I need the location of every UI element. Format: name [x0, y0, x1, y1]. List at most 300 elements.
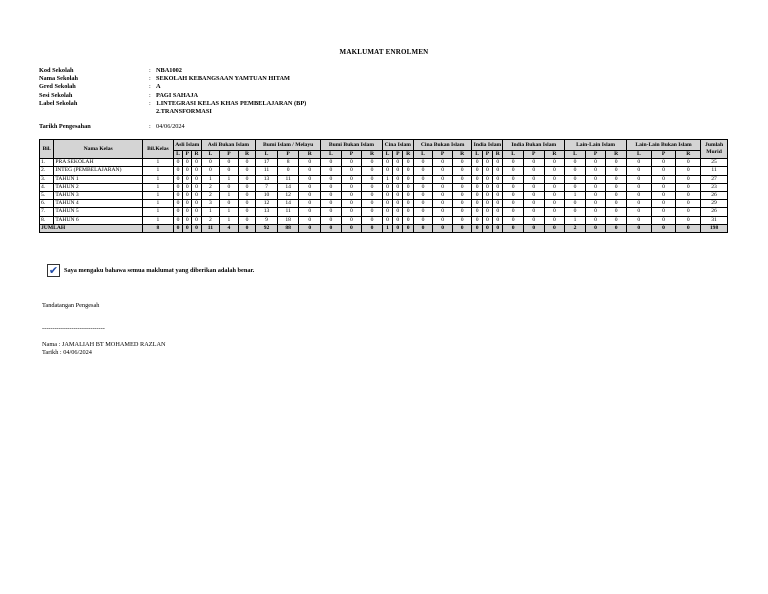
cell-value: 18: [277, 216, 299, 224]
nama-value: SEKOLAH KEBANGSAAN YAMTUAN HITAM: [156, 75, 290, 83]
cell-value: 0: [585, 216, 606, 224]
cell-value: 0: [403, 208, 413, 216]
row-number: 7.: [40, 208, 54, 216]
cell-value: 0: [433, 224, 453, 232]
cell-value: 0: [192, 224, 201, 232]
cell-value: 0: [321, 175, 342, 183]
cell-value: 92: [256, 224, 278, 232]
cell-value: 0: [183, 216, 192, 224]
col-cina-bukan-islam: Cina Bukan Islam: [413, 140, 472, 151]
cell-value: 0: [362, 224, 383, 232]
class-count: 1: [142, 159, 173, 167]
cell-value: 0: [472, 159, 482, 167]
cell-value: 0: [585, 208, 606, 216]
table-row: [40, 200, 728, 208]
cell-value: 0: [493, 191, 503, 199]
cell-value: 0: [413, 191, 433, 199]
cell-value: 0: [201, 159, 220, 167]
cell-value: 0: [523, 167, 544, 175]
cell-value: 12: [256, 200, 278, 208]
cell-value: 0: [452, 167, 472, 175]
col-lain-bukan-islam: Lain-Lain Bukan Islam: [626, 140, 700, 151]
cell-value: 0: [220, 159, 239, 167]
cell-value: 0: [362, 216, 383, 224]
row-number: 5.: [40, 191, 54, 199]
cell-value: 0: [341, 208, 362, 216]
cell-value: 0: [651, 175, 676, 183]
cell-value: 0: [482, 183, 492, 191]
cell-value: 0: [626, 183, 651, 191]
cell-value: 0: [382, 159, 392, 167]
cell-value: 0: [503, 191, 524, 199]
cell-value: 0: [299, 175, 321, 183]
cell-value: 0: [413, 216, 433, 224]
cell-value: 0: [321, 224, 342, 232]
cell-value: 0: [493, 159, 503, 167]
class-count: 1: [142, 175, 173, 183]
cell-value: 0: [341, 159, 362, 167]
cell-value: 0: [433, 159, 453, 167]
cell-value: 0: [676, 208, 701, 216]
cell-value: 0: [433, 216, 453, 224]
signature-label: Tandatangan Pengesah: [42, 302, 100, 309]
cell-value: 0: [393, 216, 403, 224]
cell-value: 0: [413, 167, 433, 175]
subheader-l: L: [472, 151, 482, 159]
cell-value: 0: [493, 208, 503, 216]
cell-value: 9: [256, 216, 278, 224]
subheader-l: L: [201, 151, 220, 159]
cell-value: 0: [452, 183, 472, 191]
cell-value: 0: [321, 200, 342, 208]
class-count: 1: [142, 216, 173, 224]
cell-value: 0: [173, 159, 182, 167]
cell-value: 0: [651, 159, 676, 167]
cell-value: 0: [651, 167, 676, 175]
cell-value: 0: [565, 200, 586, 208]
cell-value: 0: [173, 216, 182, 224]
cell-value: 0: [341, 224, 362, 232]
cell-value: 0: [183, 224, 192, 232]
cell-value: 0: [173, 167, 182, 175]
class-count: 1: [142, 208, 173, 216]
subheader-p: P: [523, 151, 544, 159]
cell-value: 0: [585, 167, 606, 175]
class-name: TAHUN 2: [54, 183, 143, 191]
cell-value: 0: [585, 191, 606, 199]
cell-value: 0: [676, 159, 701, 167]
cell-value: 0: [321, 159, 342, 167]
signature-details: [42, 341, 166, 357]
cell-value: 0: [433, 175, 453, 183]
cell-value: 0: [482, 200, 492, 208]
cell-value: 0: [403, 159, 413, 167]
cell-value: 0: [238, 216, 256, 224]
cell-value: 0: [452, 224, 472, 232]
subheader-r: R: [362, 151, 383, 159]
cell-value: 0: [606, 183, 627, 191]
cell-value: 0: [299, 216, 321, 224]
cell-value: 0: [503, 183, 524, 191]
cell-value: 0: [183, 175, 192, 183]
cell-value: 0: [493, 175, 503, 183]
row-number: 2.: [40, 167, 54, 175]
cell-value: 0: [452, 175, 472, 183]
cell-value: 0: [220, 167, 239, 175]
subheader-l: L: [382, 151, 392, 159]
cell-value: 0: [544, 175, 565, 183]
subheader-r: R: [493, 151, 503, 159]
cell-value: 0: [183, 183, 192, 191]
cell-value: 14: [277, 183, 299, 191]
cell-value: 0: [676, 183, 701, 191]
class-count: 1: [142, 183, 173, 191]
cell-value: 0: [472, 208, 482, 216]
cell-value: 0: [676, 191, 701, 199]
cell-value: 0: [565, 208, 586, 216]
cell-value: 0: [503, 200, 524, 208]
table-row: [40, 208, 728, 216]
cell-value: 0: [482, 175, 492, 183]
col-asli-islam: Asli Islam: [173, 140, 201, 151]
cell-value: 0: [523, 200, 544, 208]
cell-value: 1: [201, 208, 220, 216]
cell-value: 0: [413, 175, 433, 183]
cell-value: 0: [433, 208, 453, 216]
cell-value: 0: [413, 159, 433, 167]
confirmation: [47, 264, 254, 277]
cell-value: 0: [403, 183, 413, 191]
tarikh-label: Tarikh Pengesahan: [39, 123, 91, 130]
cell-value: 1: [382, 224, 392, 232]
cell-value: 0: [362, 175, 383, 183]
cell-value: 0: [472, 224, 482, 232]
cell-value: 0: [413, 200, 433, 208]
row-number: 6.: [40, 200, 54, 208]
cell-value: 11: [277, 175, 299, 183]
subheader-p: P: [277, 151, 299, 159]
subheader-r: R: [238, 151, 256, 159]
sesi-value: PAGI SAHAJA: [156, 91, 199, 99]
cell-value: 17: [256, 159, 278, 167]
table-row: [40, 191, 728, 199]
class-count: 1: [142, 191, 173, 199]
cell-value: 0: [341, 167, 362, 175]
cell-value: 0: [651, 224, 676, 232]
cell-value: 0: [626, 208, 651, 216]
cell-value: 0: [606, 216, 627, 224]
cell-value: 0: [403, 216, 413, 224]
cell-value: 0: [393, 208, 403, 216]
cell-value: 0: [299, 191, 321, 199]
cell-value: 0: [544, 183, 565, 191]
cell-value: 0: [238, 159, 256, 167]
cell-value: 0: [192, 175, 201, 183]
row-total: 26: [701, 191, 728, 199]
cell-value: 0: [565, 167, 586, 175]
cell-value: 0: [585, 224, 606, 232]
cell-value: 0: [341, 200, 362, 208]
cell-value: 0: [676, 224, 701, 232]
cell-value: 0: [565, 183, 586, 191]
subheader-p: P: [433, 151, 453, 159]
cell-value: 0: [606, 224, 627, 232]
cell-value: 0: [277, 167, 299, 175]
cell-value: 1: [565, 216, 586, 224]
cell-value: 0: [651, 191, 676, 199]
subheader-l: L: [173, 151, 182, 159]
cell-value: 0: [493, 167, 503, 175]
cell-value: 0: [173, 208, 182, 216]
gred-value: A: [156, 83, 161, 91]
gred-label: Gred Sekolah: [39, 83, 76, 91]
cell-value: 0: [192, 208, 201, 216]
cell-value: 0: [472, 167, 482, 175]
signature-line: ------------------------------: [42, 325, 105, 332]
cell-value: 0: [482, 208, 492, 216]
cell-value: 0: [403, 224, 413, 232]
row-total: 23: [701, 183, 728, 191]
cell-value: 0: [382, 216, 392, 224]
cell-value: 0: [403, 191, 413, 199]
subheader-r: R: [544, 151, 565, 159]
cell-value: 0: [382, 183, 392, 191]
cell-value: 0: [503, 216, 524, 224]
subheader-p: P: [482, 151, 492, 159]
page-title: MAKLUMAT ENROLMEN: [339, 48, 429, 56]
cell-value: 0: [393, 224, 403, 232]
nama-label: Nama Sekolah: [39, 75, 79, 83]
cell-value: 0: [299, 224, 321, 232]
row-total: 25: [701, 159, 728, 167]
cell-value: 0: [523, 175, 544, 183]
cell-value: 0: [452, 159, 472, 167]
cell-value: 0: [362, 191, 383, 199]
cell-value: 0: [238, 200, 256, 208]
cell-value: 4: [220, 224, 239, 232]
row-total: 27: [701, 175, 728, 183]
cell-value: 0: [341, 175, 362, 183]
cell-value: 0: [299, 183, 321, 191]
cell-value: 0: [523, 216, 544, 224]
cell-value: 2: [201, 191, 220, 199]
cell-value: 0: [382, 200, 392, 208]
col-bil: Bil.: [40, 140, 54, 159]
cell-value: 0: [503, 208, 524, 216]
cell-value: 14: [277, 200, 299, 208]
cell-value: 0: [651, 216, 676, 224]
cell-value: 0: [382, 191, 392, 199]
subheader-r: R: [299, 151, 321, 159]
cell-value: 0: [192, 159, 201, 167]
cell-value: 0: [299, 167, 321, 175]
cell-value: 0: [238, 175, 256, 183]
cell-value: 0: [606, 200, 627, 208]
cell-value: 0: [676, 216, 701, 224]
col-jumlah-murid: Jumlah Murid: [701, 140, 728, 159]
col-asli-bukan-islam: Asli Bukan Islam: [201, 140, 256, 151]
cell-value: 0: [626, 175, 651, 183]
signer-date: Tarikh : 04/06/2024: [42, 349, 92, 356]
row-total: 31: [701, 216, 728, 224]
cell-value: 8: [277, 159, 299, 167]
cell-value: 0: [676, 167, 701, 175]
table-row: [40, 216, 728, 224]
cell-value: 0: [238, 224, 256, 232]
cell-value: 0: [523, 159, 544, 167]
cell-value: 0: [341, 191, 362, 199]
table-row: [40, 183, 728, 191]
cell-value: 0: [544, 208, 565, 216]
cell-value: 0: [173, 200, 182, 208]
cell-value: 0: [472, 183, 482, 191]
cell-value: 0: [544, 159, 565, 167]
signer-name: Nama : JAMALIAH BT MOHAMED RAZLAN: [42, 341, 166, 348]
cell-value: 0: [544, 191, 565, 199]
subheader-l: L: [321, 151, 342, 159]
cell-value: 0: [413, 224, 433, 232]
cell-value: 0: [544, 167, 565, 175]
col-bumi-bukan-islam: Bumi Bukan Islam: [321, 140, 383, 151]
cell-value: 0: [452, 191, 472, 199]
cell-value: 13: [256, 175, 278, 183]
cell-value: 0: [544, 224, 565, 232]
cell-value: 0: [382, 167, 392, 175]
cell-value: 0: [565, 175, 586, 183]
table-row: [40, 159, 728, 167]
cell-value: 0: [482, 167, 492, 175]
cell-value: 0: [393, 175, 403, 183]
cell-value: 0: [299, 159, 321, 167]
cell-value: 1: [565, 191, 586, 199]
cell-value: 0: [341, 183, 362, 191]
cell-value: 1: [201, 175, 220, 183]
cell-value: 2: [565, 224, 586, 232]
table-row: [40, 167, 728, 175]
class-name: TAHUN 5: [54, 208, 143, 216]
label-value-2: 2.TRANSFORMASI: [156, 108, 212, 116]
cell-value: 0: [606, 167, 627, 175]
school-info: Kod Sekolah : NBA1002 Nama Sekolah : SEKOLAH KEBANGSAAN YAMTUAN HITAM Gred Sekolah : A Sesi Sekolah : PAGI SAHAJA Label Sekolah : 1.INTEGRASI KELAS KHAS PEMBELAJARAN (BP) 2.TRANSFORMASI: [39, 67, 307, 116]
col-lain-islam: Lain-Lain Islam: [565, 140, 627, 151]
label-label: Label Sekolah: [39, 99, 78, 107]
cell-value: 0: [173, 175, 182, 183]
cell-value: 0: [606, 208, 627, 216]
subheader-l: L: [565, 151, 586, 159]
tarikh-value: 04/06/2024: [156, 123, 185, 130]
subheader-p: P: [220, 151, 239, 159]
row-total: 26: [701, 208, 728, 216]
col-bil-kelas: Bil.Kelas: [142, 140, 173, 159]
cell-value: 0: [651, 208, 676, 216]
cell-value: 0: [362, 208, 383, 216]
cell-value: 88: [277, 224, 299, 232]
cell-value: 0: [606, 175, 627, 183]
row-total: 29: [701, 200, 728, 208]
cell-value: 0: [493, 224, 503, 232]
cell-value: 0: [585, 183, 606, 191]
cell-value: 0: [626, 167, 651, 175]
kod-value: NBA1002: [156, 67, 182, 74]
cell-value: 0: [299, 200, 321, 208]
cell-value: 0: [393, 200, 403, 208]
cell-value: 0: [321, 183, 342, 191]
cell-value: 0: [472, 200, 482, 208]
confirm-text: Saya mengaku bahawa semua maklumat yang diberikan adalah benar.: [64, 267, 255, 274]
enrolment-table: [39, 139, 728, 233]
cell-value: 1: [220, 191, 239, 199]
cell-value: 0: [220, 200, 239, 208]
subheader-p: P: [341, 151, 362, 159]
cell-value: 0: [183, 200, 192, 208]
cell-value: 0: [362, 167, 383, 175]
cell-value: 0: [523, 191, 544, 199]
cell-value: 0: [403, 200, 413, 208]
label-value-1: 1.INTEGRASI KELAS KHAS PEMBELAJARAN (BP): [156, 99, 307, 107]
cell-value: 0: [452, 216, 472, 224]
cell-value: 0: [472, 216, 482, 224]
table-row: [40, 175, 728, 183]
cell-value: 11: [256, 167, 278, 175]
cell-value: 0: [523, 224, 544, 232]
cell-value: 0: [413, 208, 433, 216]
cell-value: 12: [277, 191, 299, 199]
cell-value: 0: [403, 175, 413, 183]
row-number: 3.: [40, 175, 54, 183]
cell-value: 0: [393, 191, 403, 199]
cell-value: 0: [606, 191, 627, 199]
cell-value: 0: [585, 159, 606, 167]
class-name: INTEG (PEMBELAJARAN): [54, 167, 143, 175]
cell-value: 0: [362, 183, 383, 191]
subheader-r: R: [192, 151, 201, 159]
cell-value: 10: [256, 191, 278, 199]
cell-value: 0: [544, 216, 565, 224]
cell-value: 0: [183, 159, 192, 167]
cell-value: 0: [220, 183, 239, 191]
cell-value: 0: [523, 208, 544, 216]
confirm-checkbox[interactable]: ✔: [48, 264, 59, 277]
cell-value: 0: [201, 167, 220, 175]
cell-value: 0: [503, 224, 524, 232]
cell-value: 3: [201, 200, 220, 208]
cell-value: 0: [433, 191, 453, 199]
cell-value: 0: [493, 216, 503, 224]
cell-value: 0: [651, 200, 676, 208]
cell-value: 0: [192, 191, 201, 199]
class-count: 1: [142, 200, 173, 208]
cell-value: 0: [523, 183, 544, 191]
cell-value: 0: [183, 167, 192, 175]
cell-value: 0: [238, 167, 256, 175]
subheader-p: P: [585, 151, 606, 159]
cell-value: 0: [362, 200, 383, 208]
cell-value: 0: [173, 191, 182, 199]
cell-value: 0: [173, 183, 182, 191]
subheader-r: R: [606, 151, 627, 159]
cell-value: 0: [503, 175, 524, 183]
col-bumi-islam: Bumi Islam / Melayu: [256, 140, 321, 151]
kod-label: Kod Sekolah: [39, 67, 74, 74]
subheader-l: L: [256, 151, 278, 159]
cell-value: 0: [626, 191, 651, 199]
cell-value: 0: [452, 208, 472, 216]
cell-value: 0: [192, 183, 201, 191]
cell-value: 0: [433, 200, 453, 208]
cell-value: 0: [651, 183, 676, 191]
cell-value: 0: [173, 224, 182, 232]
row-total: 11: [701, 167, 728, 175]
